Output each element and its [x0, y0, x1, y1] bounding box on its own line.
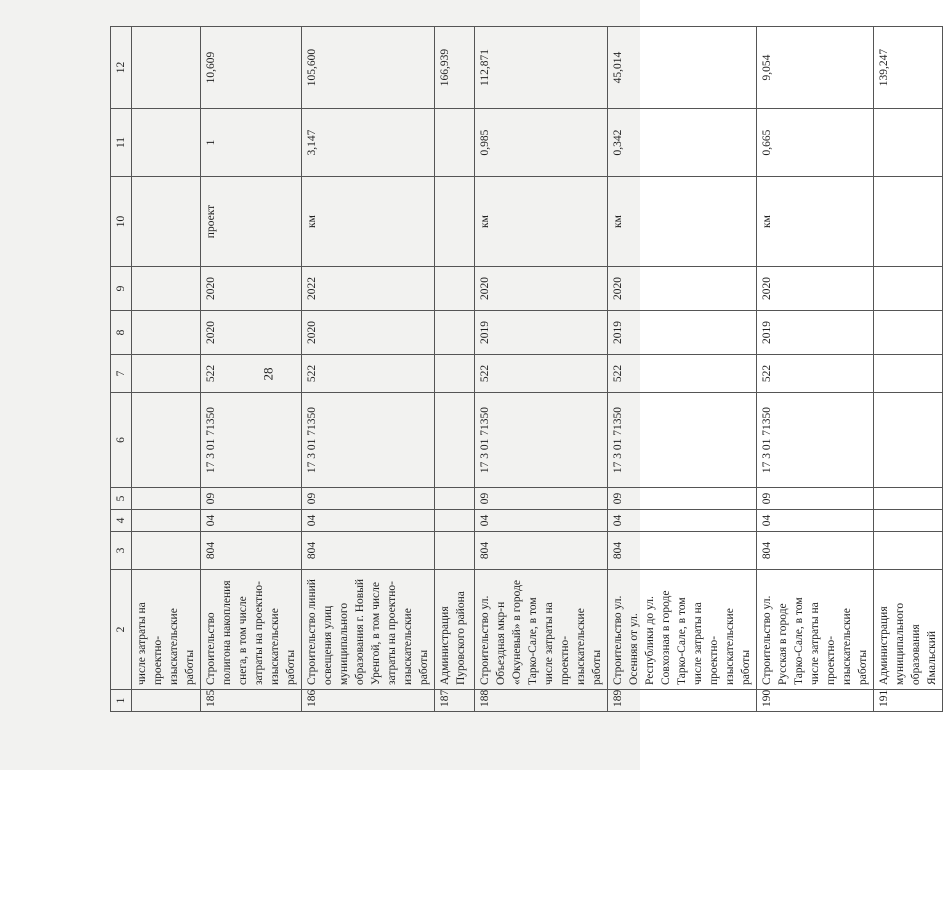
cell-col-5: 09 [608, 488, 757, 510]
header-col-6: 6 [111, 393, 132, 488]
cell-col-7 [435, 355, 475, 393]
table-row [201, 27, 302, 712]
cell-col-5: 09 [475, 488, 608, 510]
header-col-9: 9 [111, 267, 132, 311]
cell-col-11: 0,985 [475, 109, 608, 177]
cell-col-4 [435, 510, 475, 532]
cell-col-11 [132, 109, 201, 177]
cell-col-12: 45,014 [608, 27, 757, 109]
budget-table [110, 26, 943, 712]
cell-col-7 [132, 355, 201, 393]
cell-col-6 [132, 393, 201, 488]
cell-col-6 [874, 393, 943, 488]
cell-col-11 [874, 109, 943, 177]
row-name: Строительство ул. Объездная мкр-н «Окуневый» в городе Тарко-Сале, в том числе затраты на проектно-изыскательские работы [475, 570, 608, 690]
cell-col-10: км [608, 177, 757, 267]
cell-col-10: км [475, 177, 608, 267]
row-number: 188 [475, 690, 608, 712]
cell-col-5: 09 [757, 488, 874, 510]
cell-col-3: 804 [475, 532, 608, 570]
cell-col-3 [435, 532, 475, 570]
cell-col-4 [132, 510, 201, 532]
cell-col-12: 166,939 [435, 27, 475, 109]
row-number [132, 690, 201, 712]
cell-col-7: 522 [201, 355, 302, 393]
cell-col-6: 17 3 01 71350 [757, 393, 874, 488]
cell-col-12 [132, 27, 201, 109]
cell-col-12: 9,054 [757, 27, 874, 109]
cell-col-7: 522 [608, 355, 757, 393]
row-name: Строительство ул. Русская в городе Тарко-Сале, в том числе затраты на проектно-изыскательские работы [757, 570, 874, 690]
cell-col-9 [874, 267, 943, 311]
cell-col-10: проект [201, 177, 302, 267]
cell-col-10 [132, 177, 201, 267]
header-col-1: 1 [111, 690, 132, 712]
cell-col-12: 10,609 [201, 27, 302, 109]
cell-col-11 [435, 109, 475, 177]
cell-col-9: 2022 [302, 267, 435, 311]
cell-col-9: 2020 [201, 267, 302, 311]
cell-col-3: 804 [302, 532, 435, 570]
header-col-8: 8 [111, 311, 132, 355]
cell-col-6: 17 3 01 71350 [475, 393, 608, 488]
cell-col-3: 804 [757, 532, 874, 570]
row-name: числе затраты на проектно-изыскательские работы [132, 570, 201, 690]
row-number: 187 [435, 690, 475, 712]
cell-col-11: 0,342 [608, 109, 757, 177]
cell-col-4: 04 [608, 510, 757, 532]
row-name: Администрация Пуровского района [435, 570, 475, 690]
cell-col-6: 17 3 01 71350 [302, 393, 435, 488]
rotated-table-inner [110, 27, 938, 712]
cell-col-5 [132, 488, 201, 510]
cell-col-4: 04 [302, 510, 435, 532]
cell-col-6: 17 3 01 71350 [608, 393, 757, 488]
row-name: Строительство линий освещения улиц муниципального образования г. Новый Уренгой, в том числе затраты на проектно-изыскательские работы [302, 570, 435, 690]
row-name: Администрация муниципального образования Ямальский [874, 570, 943, 690]
header-col-7: 7 [111, 355, 132, 393]
cell-col-10 [435, 177, 475, 267]
cell-col-9: 2020 [757, 267, 874, 311]
table-row [608, 27, 757, 712]
cell-col-7: 522 [302, 355, 435, 393]
header-col-5: 5 [111, 488, 132, 510]
cell-col-5 [874, 488, 943, 510]
cell-col-9: 2020 [608, 267, 757, 311]
row-number: 186 [302, 690, 435, 712]
table-row [435, 27, 475, 712]
header-col-11: 11 [111, 109, 132, 177]
header-col-12: 12 [111, 27, 132, 109]
header-col-2: 2 [111, 570, 132, 690]
cell-col-7: 522 [475, 355, 608, 393]
row-number: 190 [757, 690, 874, 712]
table-row [475, 27, 608, 712]
cell-col-9 [132, 267, 201, 311]
table-row [302, 27, 435, 712]
cell-col-4: 04 [475, 510, 608, 532]
cell-col-7: 522 [757, 355, 874, 393]
blank-margin [0, 770, 640, 905]
cell-col-8 [132, 311, 201, 355]
cell-col-8: 2019 [608, 311, 757, 355]
page-number: 28 [260, 367, 276, 381]
cell-col-8: 2020 [201, 311, 302, 355]
cell-col-12: 139,247 [874, 27, 943, 109]
table-row [874, 27, 943, 712]
cell-col-10 [874, 177, 943, 267]
header-col-3: 3 [111, 532, 132, 570]
cell-col-3 [132, 532, 201, 570]
row-number: 191 [874, 690, 943, 712]
cell-col-9 [435, 267, 475, 311]
cell-col-3: 804 [608, 532, 757, 570]
cell-col-12: 112,871 [475, 27, 608, 109]
cell-col-6: 17 3 01 71350 [201, 393, 302, 488]
cell-col-7 [874, 355, 943, 393]
row-number: 189 [608, 690, 757, 712]
row-name: Строительство ул. Осенняя от ул. Республики до ул. Совхозная в городе Тарко-Сале, в том числе затраты на проектно-изыскательские работы [608, 570, 757, 690]
cell-col-11: 1 [201, 109, 302, 177]
header-row [111, 27, 132, 712]
table-row [757, 27, 874, 712]
cell-col-10: км [302, 177, 435, 267]
row-number: 185 [201, 690, 302, 712]
cell-col-5: 09 [201, 488, 302, 510]
cell-col-8 [874, 311, 943, 355]
cell-col-11: 0,665 [757, 109, 874, 177]
cell-col-5: 09 [302, 488, 435, 510]
cell-col-11: 3,147 [302, 109, 435, 177]
cell-col-8: 2019 [757, 311, 874, 355]
header-col-4: 4 [111, 510, 132, 532]
table-row [132, 27, 201, 712]
header-col-10: 10 [111, 177, 132, 267]
cell-col-4: 04 [201, 510, 302, 532]
cell-col-4: 04 [757, 510, 874, 532]
cell-col-8 [435, 311, 475, 355]
rotated-table-wrapper [110, 27, 938, 712]
cell-col-9: 2020 [475, 267, 608, 311]
cell-col-8: 2020 [302, 311, 435, 355]
cell-col-8: 2019 [475, 311, 608, 355]
cell-col-6 [435, 393, 475, 488]
cell-col-10: км [757, 177, 874, 267]
cell-col-4 [874, 510, 943, 532]
cell-col-3 [874, 532, 943, 570]
cell-col-12: 105,600 [302, 27, 435, 109]
cell-col-5 [435, 488, 475, 510]
cell-col-3: 804 [201, 532, 302, 570]
row-name: Строительство полигона накопления снега, в том числе затраты на проектно-изыскательские работы [201, 570, 302, 690]
